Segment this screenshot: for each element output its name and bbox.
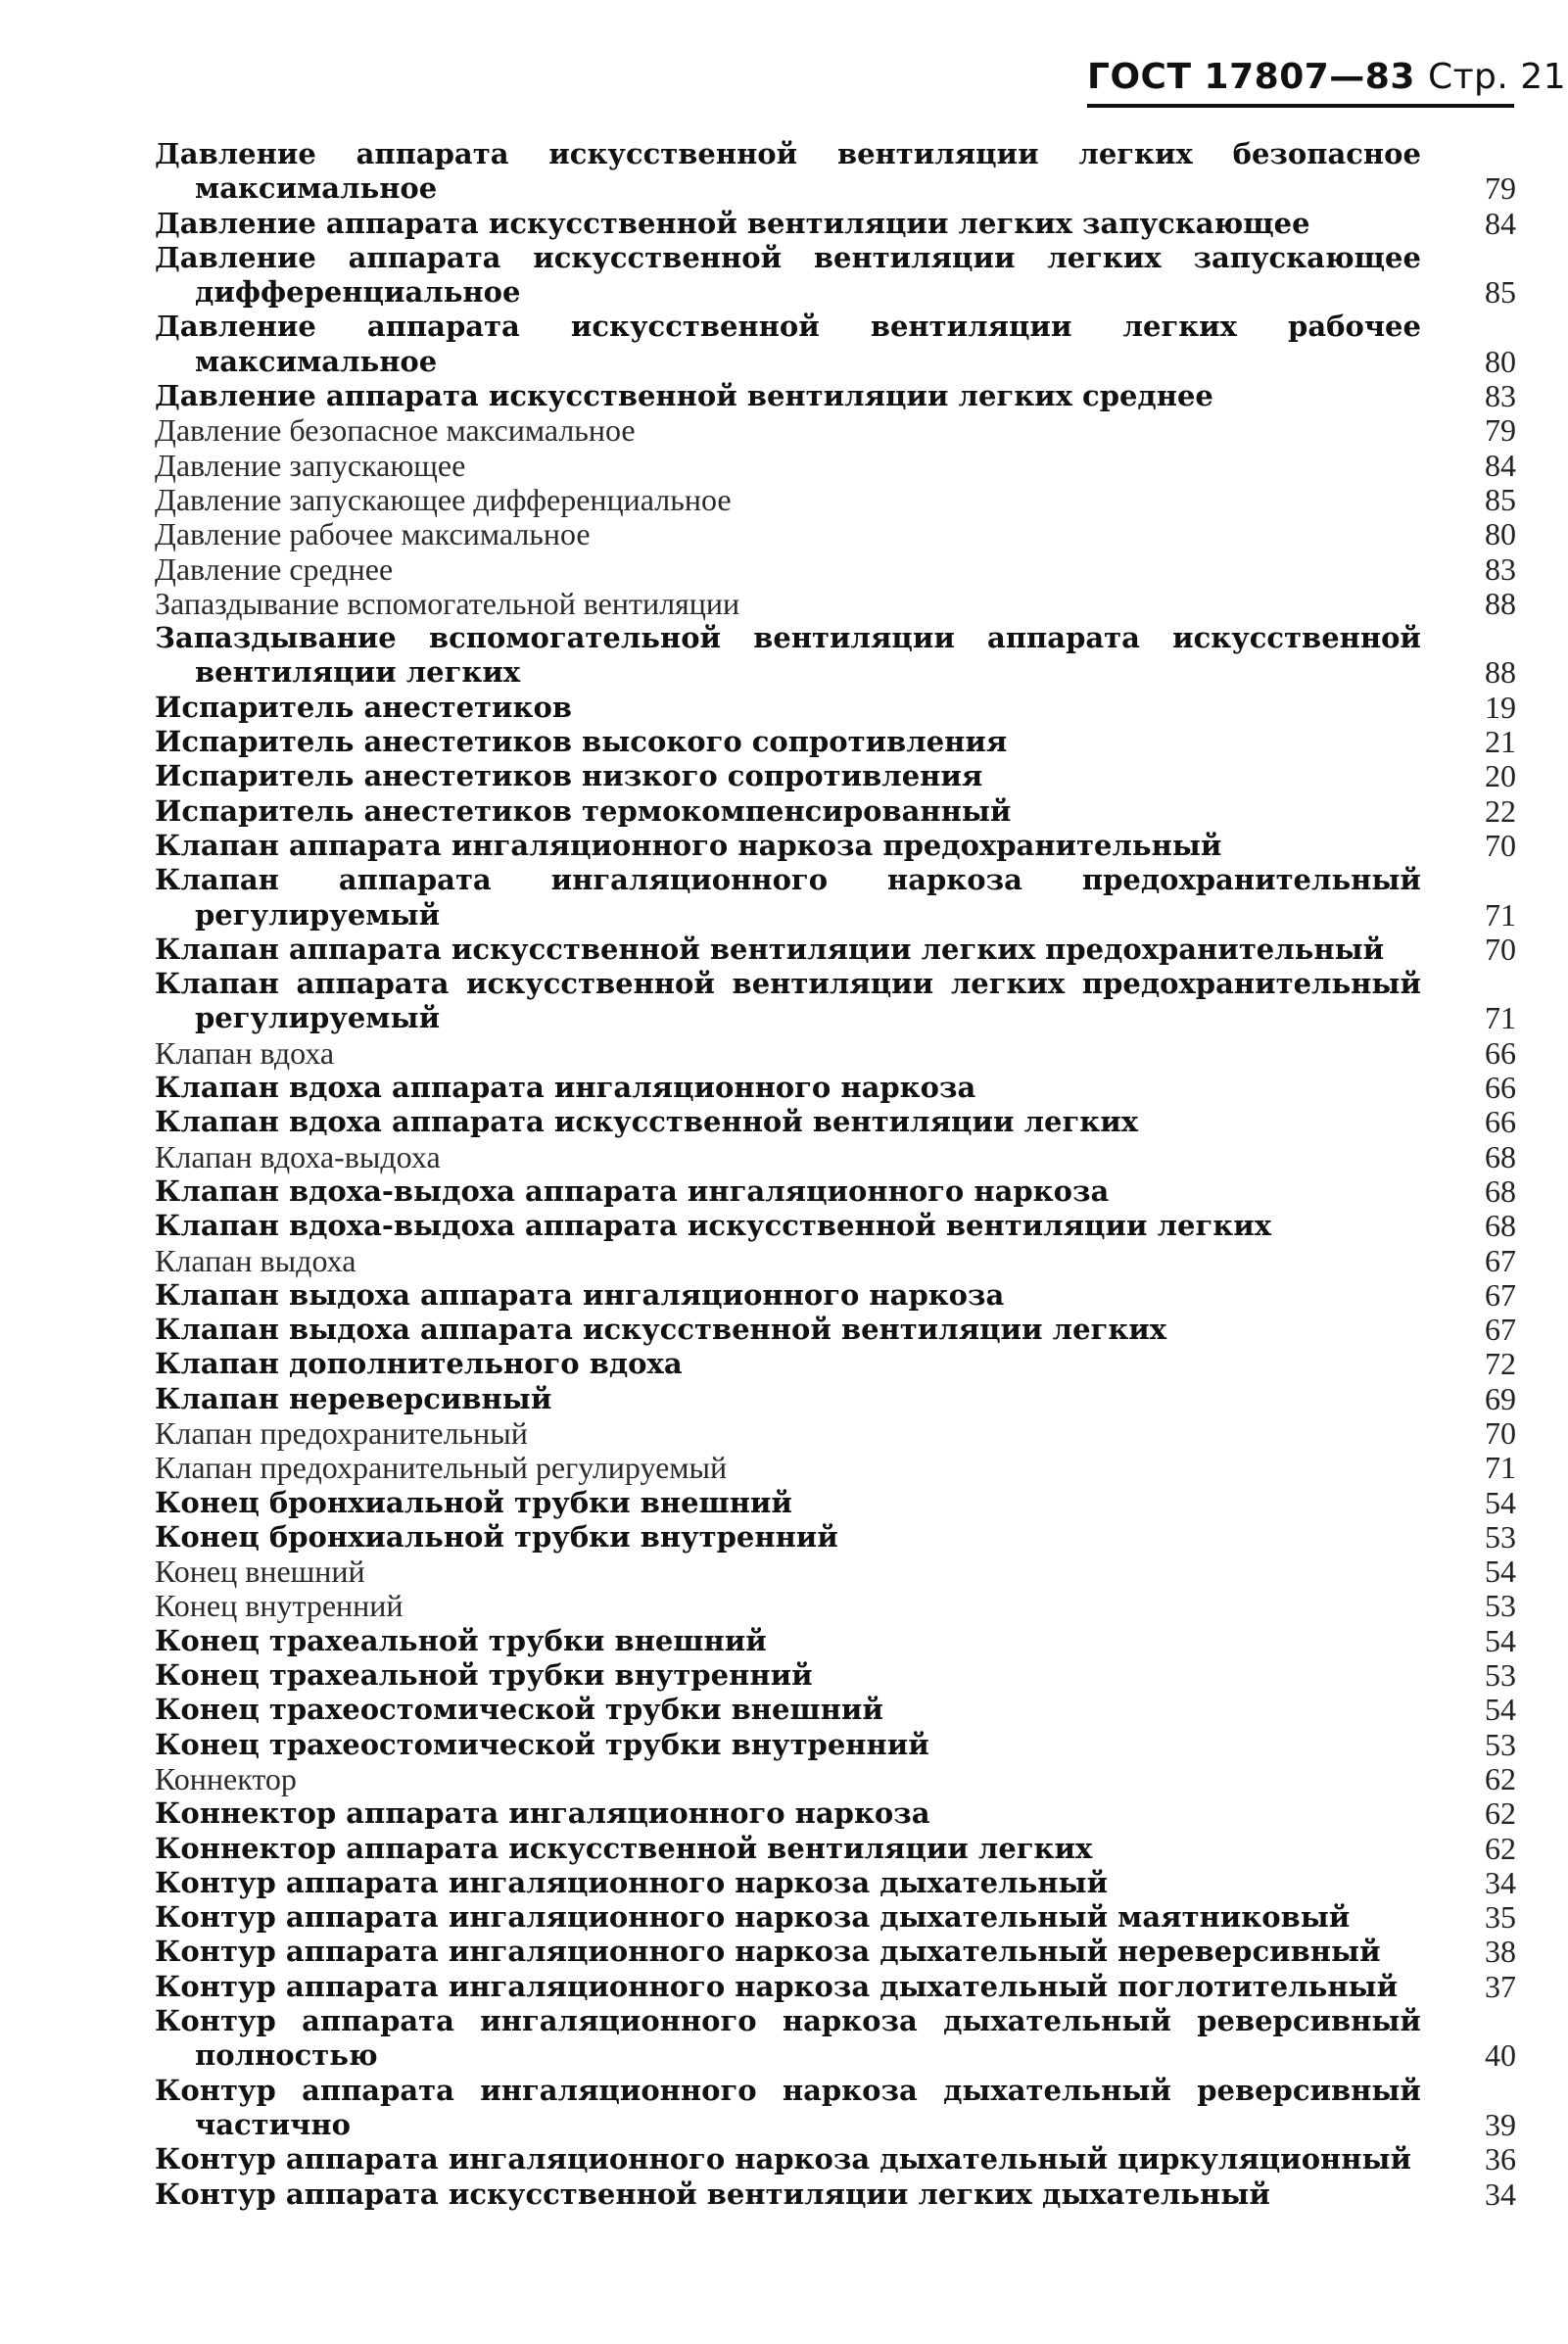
index-entry <box>155 1278 1516 1313</box>
index-page-number: 53 <box>1485 1726 1516 1762</box>
index-page-number: 85 <box>1485 274 1516 311</box>
index-page-number: 34 <box>1485 1864 1516 1900</box>
index-page-number: 85 <box>1485 481 1516 517</box>
index-term: Конец трахеальной трубки внутренний <box>155 1658 813 1693</box>
index-entry <box>155 483 1516 517</box>
index-term: Клапан аппарата ингаляционного наркоза предохранительный <box>155 828 1222 862</box>
index-page-number: 54 <box>1485 1484 1516 1520</box>
index-page-number: 54 <box>1485 1692 1516 1728</box>
index-term: Коннектор <box>155 1761 297 1796</box>
index-term: Давление аппарата искусственной вентиляции легких безопасное максимальное <box>155 137 1421 206</box>
index-term: Конец трахеостомической трубки внешний <box>155 1693 883 1727</box>
index-page-number: 66 <box>1485 1070 1516 1106</box>
index-entry <box>155 2004 1516 2074</box>
index-term: Клапан выдоха аппарата ингаляционного наркоза <box>155 1277 1005 1312</box>
index-page-number: 53 <box>1485 1588 1516 1624</box>
index-page-number: 66 <box>1485 1034 1516 1071</box>
index-term: Контур аппарата ингаляционного наркоза дыхательный поглотительный <box>155 1969 1399 2003</box>
index-page-number: 84 <box>1485 205 1516 241</box>
index-term: Запаздывание вспомогательной вентиляции <box>155 586 740 621</box>
index-term: Клапан вдоха-выдоха аппарата ингаляционного наркоза <box>155 1173 1110 1208</box>
index-page-number: 79 <box>1485 170 1516 207</box>
index-term: Запаздывание вспомогательной вентиляции аппарата искусственной вентиляции легких <box>155 621 1421 690</box>
index-page-number: 67 <box>1485 1312 1516 1348</box>
index-term: Контур аппарата ингаляционного наркоза дыхательный циркуляционный <box>155 2142 1412 2177</box>
index-term: Конец внешний <box>155 1555 365 1590</box>
index-term: Испаритель анестетиков низкого сопротивления <box>155 759 983 793</box>
page-number-label: Стр. 21 <box>1427 57 1567 97</box>
index-page-number: 70 <box>1485 931 1516 967</box>
index-term: Конец трахеальной трубки внешний <box>155 1623 767 1657</box>
index-page-number: 53 <box>1485 1657 1516 1694</box>
document-code: ГОСТ 17807—83 <box>1087 57 1415 97</box>
index-entry <box>155 1728 1516 1762</box>
index-page-number: 88 <box>1485 585 1516 621</box>
index-page-number: 22 <box>1485 792 1516 829</box>
index-entry <box>155 1693 1516 1727</box>
index-term: Конец внутренний <box>155 1589 404 1624</box>
index-page-number: 62 <box>1485 1795 1516 1832</box>
index-page-number: 71 <box>1485 1450 1516 1486</box>
index-entry <box>155 552 1516 587</box>
index-term: Клапан дополнительного вдоха <box>155 1347 683 1381</box>
index-term: Коннектор аппарата искусственной вентиляции легких <box>155 1831 1093 1865</box>
index-term: Давление аппарата искусственной вентиляции легких запускающее <box>155 206 1310 240</box>
index-page-number: 34 <box>1485 2176 1516 2212</box>
index-term: Давление аппарата искусственной вентиляции легких среднее <box>155 379 1213 413</box>
index-entry <box>155 1555 1516 1589</box>
index-entry <box>155 1174 1516 1209</box>
index-entry <box>155 794 1516 829</box>
index-entry <box>155 1624 1516 1658</box>
index-entry <box>155 691 1516 725</box>
index-page-number: 71 <box>1485 896 1516 933</box>
index-page-number: 53 <box>1485 1518 1516 1555</box>
index-term: Клапан вдоха аппарата ингаляционного наркоза <box>155 1071 976 1105</box>
index-page-number: 66 <box>1485 1104 1516 1140</box>
index-page-number: 67 <box>1485 1276 1516 1313</box>
index-entry <box>155 1244 1516 1278</box>
index-entry <box>155 1105 1516 1139</box>
index-entry <box>155 2177 1516 2212</box>
index-term: Клапан вдоха <box>155 1035 335 1071</box>
index-page-number: 36 <box>1485 2141 1516 2177</box>
index-term: Клапан выдоха аппарата искусственной вентиляции легких <box>155 1313 1167 1347</box>
index-entry <box>155 1071 1516 1105</box>
index-entry <box>155 1313 1516 1347</box>
index-term: Контур аппарата ингаляционного наркоза дыхательный <box>155 1865 1109 1899</box>
index-page-number: 20 <box>1485 758 1516 794</box>
index-term: Испаритель анестетиков термокомпенсированный <box>155 793 1012 828</box>
index-page-number: 80 <box>1485 516 1516 552</box>
index-entry <box>155 933 1516 967</box>
index-term: Давление безопасное максимальное <box>155 413 636 449</box>
index-term: Контур аппарата ингаляционного наркоза дыхательный реверсивный полностью <box>155 2004 1421 2073</box>
index-entry <box>155 241 1516 311</box>
index-term: Давление аппарата искусственной вентиляции легких рабочее максимальное <box>155 310 1421 378</box>
index-page-number: 84 <box>1485 447 1516 483</box>
index-entry <box>155 1416 1516 1451</box>
index-entry <box>155 1900 1516 1935</box>
index-entry <box>155 449 1516 483</box>
index-page-number: 39 <box>1485 2106 1516 2142</box>
index-page-number: 62 <box>1485 1760 1516 1796</box>
index-entry <box>155 517 1516 551</box>
index-term: Клапан выдоха <box>155 1243 356 1278</box>
index-entry <box>155 1036 1516 1071</box>
index-term: Клапан вдоха-выдоха аппарата искусственной вентиляции легких <box>155 1209 1272 1243</box>
index-term: Клапан вдоха аппарата искусственной вентиляции легких <box>155 1105 1138 1139</box>
index-page-number: 88 <box>1485 654 1516 691</box>
index-entry <box>155 2074 1516 2143</box>
index-page-number: 68 <box>1485 1208 1516 1244</box>
index-entry <box>155 1451 1516 1485</box>
index-page-number: 68 <box>1485 1172 1516 1209</box>
term-index <box>155 137 1516 2212</box>
index-page-number: 38 <box>1485 1934 1516 1970</box>
index-entry <box>155 1520 1516 1555</box>
index-entry <box>155 967 1516 1036</box>
index-entry <box>155 1935 1516 1969</box>
index-entry <box>155 1762 1516 1796</box>
index-entry <box>155 587 1516 621</box>
index-term: Давление рабочее максимальное <box>155 517 591 552</box>
index-term: Клапан вдоха-выдоха <box>155 1139 441 1174</box>
index-page-number: 37 <box>1485 1968 1516 2004</box>
index-page-number: 35 <box>1485 1899 1516 1936</box>
index-entry <box>155 725 1516 759</box>
index-entry <box>155 1866 1516 1900</box>
index-entry <box>155 1832 1516 1866</box>
index-entry <box>155 621 1516 691</box>
index-page-number: 40 <box>1485 2037 1516 2074</box>
index-entry <box>155 310 1516 379</box>
index-term: Клапан аппарата искусственной вентиляции легких предохранительный <box>155 932 1385 966</box>
index-entry <box>155 1347 1516 1381</box>
index-entry <box>155 413 1516 448</box>
index-entry <box>155 1658 1516 1693</box>
index-page-number: 67 <box>1485 1242 1516 1278</box>
index-entry <box>155 207 1516 241</box>
index-term: Контур аппарата ингаляционного наркоза дыхательный реверсивный частично <box>155 2073 1421 2141</box>
index-page-number: 83 <box>1485 550 1516 587</box>
index-entry <box>155 863 1516 933</box>
header-rule <box>1087 104 1514 108</box>
index-term: Давление аппарата искусственной вентиляции легких запускающее дифференциальное <box>155 240 1421 310</box>
index-page-number: 80 <box>1485 343 1516 379</box>
index-page-number: 72 <box>1485 1346 1516 1382</box>
index-entry <box>155 137 1516 207</box>
index-term: Контур аппарата ингаляционного наркоза дыхательный маятниковый <box>155 1900 1351 1935</box>
index-page-number: 69 <box>1485 1380 1516 1416</box>
index-term: Клапан нереверсивный <box>155 1381 552 1415</box>
index-term: Испаритель анестетиков <box>155 690 572 724</box>
index-page-number: 62 <box>1485 1830 1516 1866</box>
index-entry <box>155 1486 1516 1520</box>
index-term: Клапан предохранительный <box>155 1415 528 1451</box>
index-term: Конец бронхиальной трубки внешний <box>155 1485 792 1519</box>
index-entry <box>155 1796 1516 1831</box>
index-entry <box>155 829 1516 863</box>
index-term: Клапан аппарата искусственной вентиляции легких предохранительный регулируемый <box>155 967 1421 1035</box>
index-entry <box>155 379 1516 413</box>
index-term: Клапан аппарата ингаляционного наркоза предохранительный регулируемый <box>155 863 1421 932</box>
index-entry <box>155 1970 1516 2004</box>
index-term: Конец бронхиальной трубки внутренний <box>155 1519 838 1554</box>
index-page-number: 79 <box>1485 412 1516 449</box>
index-page-number: 70 <box>1485 827 1516 863</box>
index-entry <box>155 759 1516 793</box>
index-term: Давление запускающее дифференциальное <box>155 482 732 517</box>
index-page-number: 68 <box>1485 1138 1516 1174</box>
index-page-number: 71 <box>1485 1000 1516 1036</box>
index-term: Клапан предохранительный регулируемый <box>155 1451 728 1486</box>
index-term: Контур аппарата искусственной вентиляции легких дыхательный <box>155 2177 1270 2211</box>
index-page-number: 70 <box>1485 1414 1516 1451</box>
index-entry <box>155 1140 1516 1174</box>
index-entry <box>155 1209 1516 1243</box>
index-entry <box>155 1589 1516 1623</box>
index-term: Коннектор аппарата ингаляционного наркоза <box>155 1796 930 1831</box>
index-term: Контур аппарата ингаляционного наркоза дыхательный нереверсивный <box>155 1935 1381 1969</box>
index-page-number: 19 <box>1485 689 1516 725</box>
index-page-number: 54 <box>1485 1554 1516 1590</box>
index-term: Конец трахеостомической трубки внутренний <box>155 1727 929 1761</box>
index-entry <box>155 2142 1516 2177</box>
index-entry <box>155 1382 1516 1416</box>
index-term: Давление среднее <box>155 551 394 587</box>
page-header <box>1087 57 1567 97</box>
index-term: Испаритель анестетиков высокого сопротивления <box>155 725 1008 759</box>
index-page-number: 21 <box>1485 724 1516 760</box>
index-term: Давление запускающее <box>155 448 466 483</box>
index-page-number: 54 <box>1485 1622 1516 1658</box>
index-page-number: 83 <box>1485 378 1516 414</box>
